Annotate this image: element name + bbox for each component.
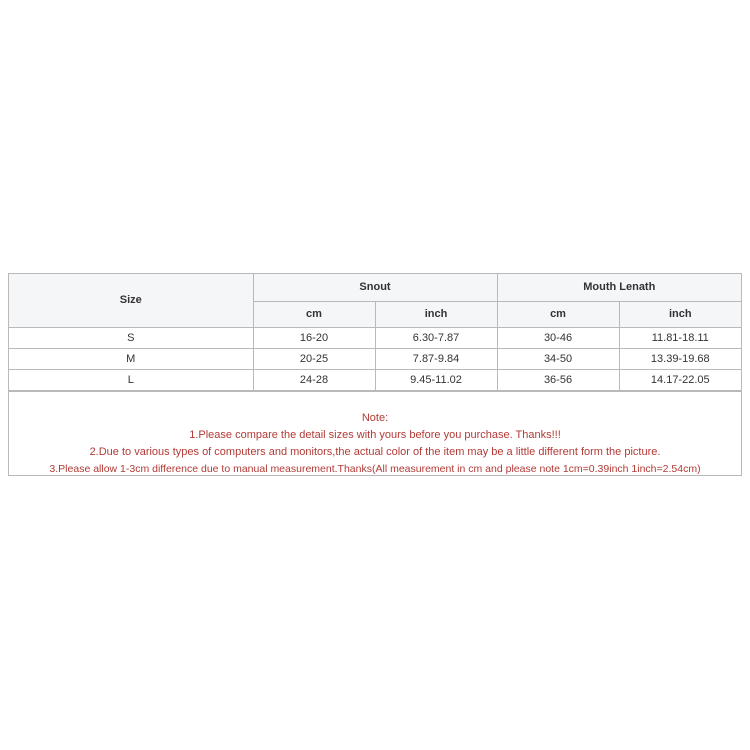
- mouth-inch-cell: 13.39-19.68: [619, 348, 741, 369]
- size-chart: [8, 273, 742, 476]
- mouth-inch-cell: 11.81-18.11: [619, 327, 741, 348]
- size-cell: M: [9, 348, 253, 369]
- size-column-header: Size: [9, 274, 253, 327]
- mouth-length-group-header: Mouth Lenath: [497, 274, 741, 301]
- mouth-cm-header: cm: [497, 301, 619, 327]
- notes-section: [9, 391, 741, 475]
- table-row: [9, 348, 741, 369]
- snout-cm-cell: 16-20: [253, 327, 375, 348]
- note-line-2: 2.Due to various types of computers and monitors,the actual color of the item may be a little different form the picture.: [89, 445, 661, 458]
- table-header-row: [9, 274, 741, 301]
- snout-inch-header: inch: [375, 301, 497, 327]
- note-line-3: 3.Please allow 1-3cm difference due to manual measurement.Thanks(All measurement in cm and please note 1cm=0.39inch 1inch=2.54cm): [49, 462, 701, 475]
- mouth-cm-cell: 36-56: [497, 369, 619, 390]
- snout-inch-cell: 7.87-9.84: [375, 348, 497, 369]
- mouth-cm-cell: 30-46: [497, 327, 619, 348]
- table-row: [9, 327, 741, 348]
- snout-cm-cell: 24-28: [253, 369, 375, 390]
- size-cell: L: [9, 369, 253, 390]
- mouth-inch-header: inch: [619, 301, 741, 327]
- table-row: [9, 369, 741, 390]
- size-cell: S: [9, 327, 253, 348]
- note-title: Note:: [361, 411, 389, 424]
- note-line-1: 1.Please compare the detail sizes with yours before you purchase. Thanks!!!: [189, 428, 561, 441]
- snout-group-header: Snout: [253, 274, 497, 301]
- snout-cm-header: cm: [253, 301, 375, 327]
- snout-cm-cell: 20-25: [253, 348, 375, 369]
- snout-inch-cell: 6.30-7.87: [375, 327, 497, 348]
- size-table: [9, 274, 741, 391]
- snout-inch-cell: 9.45-11.02: [375, 369, 497, 390]
- mouth-cm-cell: 34-50: [497, 348, 619, 369]
- mouth-inch-cell: 14.17-22.05: [619, 369, 741, 390]
